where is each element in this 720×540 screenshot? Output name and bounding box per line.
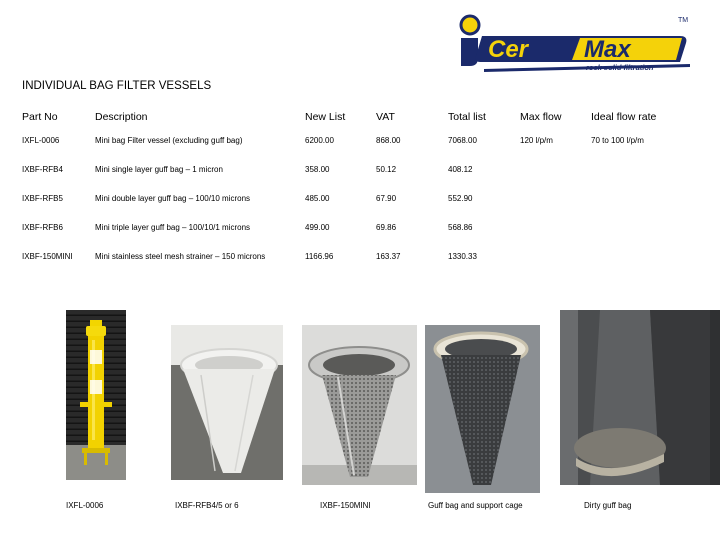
cell-part-no: IXBF-RFB6	[22, 223, 63, 232]
cell-new-list: 358.00	[305, 165, 330, 174]
cell-vat: 50.12	[376, 165, 397, 174]
cell-max-flow	[520, 155, 591, 184]
cell-ideal-flow	[591, 155, 691, 184]
cell-vat: 163.37	[376, 252, 401, 261]
cell-description: Mini bag Filter vessel (excluding guff bag)	[95, 136, 243, 145]
cell-total-list: 552.90	[448, 194, 473, 203]
cell-ideal-flow	[591, 213, 691, 242]
table-row	[22, 242, 691, 271]
col-header-ideal-flow: Ideal flow rate	[591, 111, 657, 123]
caption-bag-and-cage: Guff bag and support cage	[428, 501, 523, 510]
cell-part-no: IXBF-RFB4	[22, 165, 63, 174]
col-header-max-flow: Max flow	[520, 111, 562, 123]
cell-total-list: 7068.00	[448, 136, 477, 145]
icermax-logo	[444, 12, 699, 72]
caption-mesh-strainer: IXBF-150MINI	[320, 501, 371, 510]
caption-filter-vessel: IXFL-0006	[66, 501, 104, 510]
section-heading: INDIVIDUAL BAG FILTER VESSELS	[22, 80, 212, 92]
cell-vat: 67.90	[376, 194, 397, 203]
cell-new-list: 499.00	[305, 223, 330, 232]
cell-max-flow: 120 l/p/m	[520, 136, 553, 145]
photo-dirty-guff-bag	[560, 310, 720, 485]
caption-dirty-guff-bag: Dirty guff bag	[584, 501, 632, 510]
cell-description: Mini single layer guff bag – 1 micron	[95, 165, 223, 174]
cell-description: Mini stainless steel mesh strainer – 150 microns	[95, 252, 266, 261]
cell-ideal-flow: 70 to 100 l/p/m	[591, 136, 644, 145]
cell-total-list: 568.86	[448, 223, 473, 232]
cell-vat: 868.00	[376, 136, 401, 145]
photo-guff-bag	[171, 325, 283, 480]
cell-max-flow	[520, 242, 591, 271]
bag-filter-table	[22, 108, 691, 271]
table-row	[22, 184, 691, 213]
svg-text:Cer: Cer	[488, 36, 529, 63]
svg-text:Max: Max	[584, 36, 631, 63]
cell-new-list: 1166.96	[305, 252, 334, 261]
col-header-description: Description	[95, 111, 148, 123]
cell-part-no: IXBF-150MINI	[22, 252, 73, 261]
photo-filter-vessel	[66, 310, 126, 480]
cell-total-list: 408.12	[448, 165, 473, 174]
caption-guff-bag: IXBF-RFB4/5 or 6	[175, 501, 239, 510]
table-row	[22, 213, 691, 242]
cell-part-no: IXFL-0006	[22, 136, 60, 145]
photo-mesh-strainer	[302, 325, 417, 485]
cell-max-flow	[520, 213, 591, 242]
table-row	[22, 126, 691, 155]
cell-part-no: IXBF-RFB5	[22, 194, 63, 203]
logo-tagline: rock solid filtration	[586, 63, 654, 72]
cell-vat: 69.86	[376, 223, 397, 232]
cell-total-list: 1330.33	[448, 252, 477, 261]
cell-description: Mini triple layer guff bag – 100/10/1 microns	[95, 223, 251, 232]
cell-ideal-flow	[591, 184, 691, 213]
col-header-vat: VAT	[376, 111, 395, 123]
logo-tm: TM	[678, 17, 689, 24]
table-header-row	[22, 108, 691, 126]
cell-ideal-flow	[591, 242, 691, 271]
col-header-total-list: Total list	[448, 111, 486, 123]
table-row	[22, 155, 691, 184]
col-header-part-no: Part No	[22, 111, 58, 123]
cell-max-flow	[520, 184, 591, 213]
cell-new-list: 6200.00	[305, 136, 334, 145]
cell-new-list: 485.00	[305, 194, 330, 203]
cell-description: Mini double layer guff bag – 100/10 microns	[95, 194, 251, 203]
photo-bag-and-cage	[425, 325, 540, 493]
col-header-new-list: New List	[305, 111, 346, 123]
